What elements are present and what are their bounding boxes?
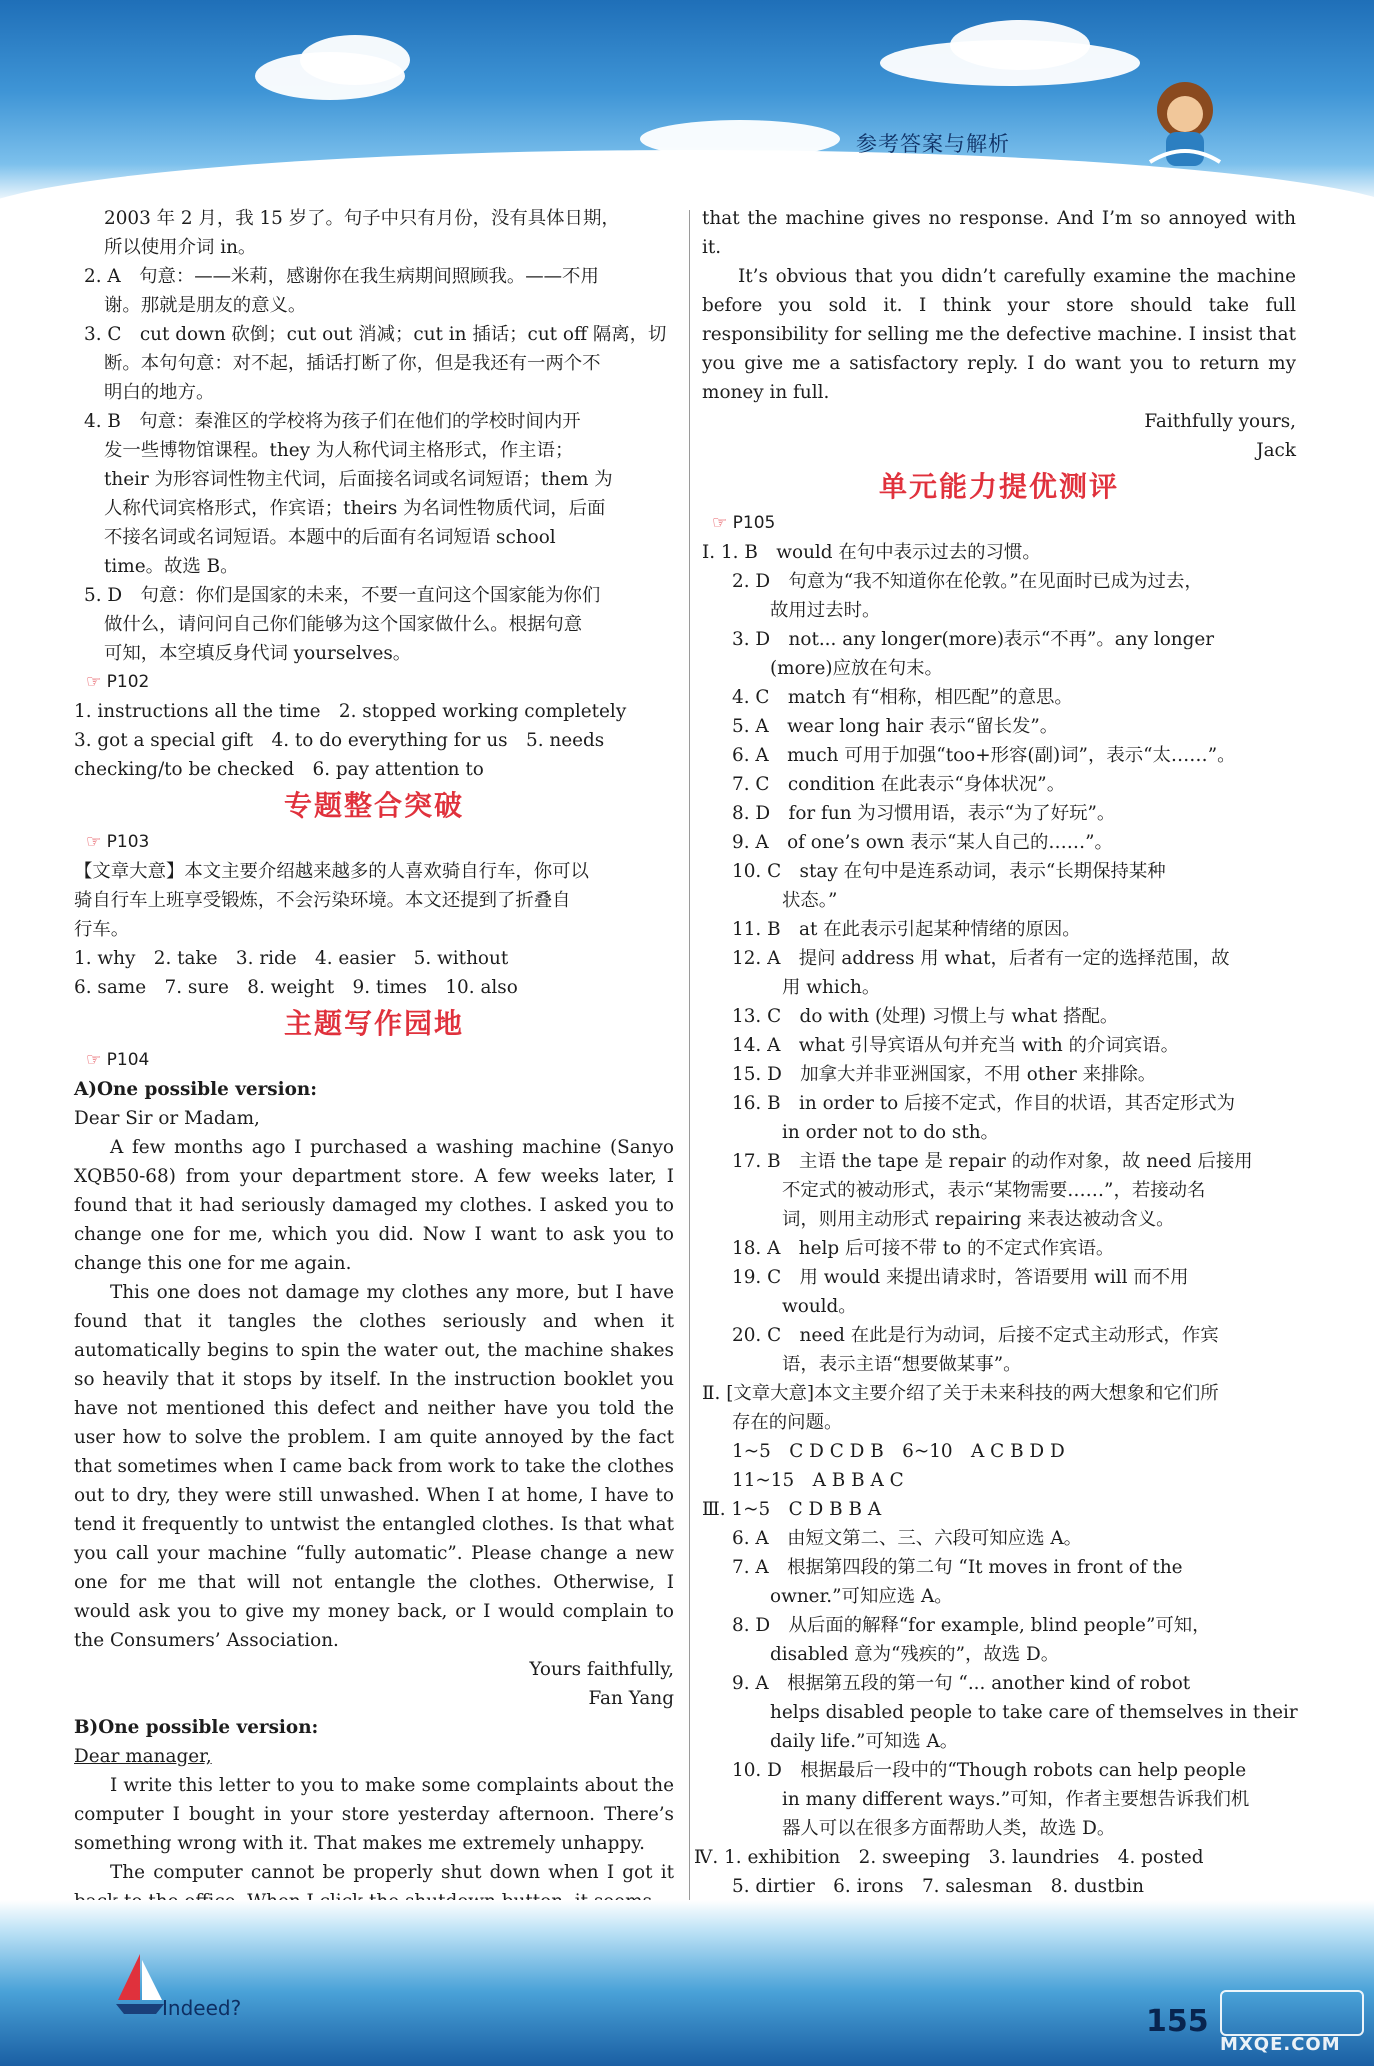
answer-line: 6. same 7. sure 8. weight 9. times 10. also (74, 977, 518, 998)
page-ref-label: P103 (106, 832, 150, 852)
watermark-box (1220, 1990, 1364, 2036)
watermark-logo (1200, 1990, 1370, 2060)
answer-line: 存在的问题。 (732, 1412, 843, 1433)
pointing-hand-icon: ☞ (86, 1050, 102, 1070)
answer-line: 18. A help 后可接不带 to 的不定式作宾语。 (732, 1238, 1115, 1259)
answer-line: checking/to be checked 6. pay attention to (74, 759, 484, 780)
letter-paragraph: The computer cannot be properly shut down when I got it (110, 1862, 674, 1883)
page-reference (74, 828, 674, 857)
answer-line: 用 which。 (782, 977, 881, 998)
version-heading: A)One possible version: (74, 1079, 318, 1100)
section-title: 单元能力提优测评 (878, 470, 1119, 503)
answer-line: 语，表示主语“想要做某事”。 (782, 1354, 1022, 1375)
answer-line: 3. C cut down 砍倒；cut out 消减；cut in 插话；cut off 隔离，切 (84, 324, 667, 345)
answer-line: 4. B 句意：秦淮区的学校将为孩子们在他们的学校时间内开 (84, 411, 581, 432)
version-heading: B)One possible version: (74, 1717, 319, 1738)
answer-line: 不定式的被动形式，表示“某物需要……”，若接动名 (782, 1180, 1206, 1201)
indeed-label: Indeed? (162, 1996, 242, 2020)
answer-line: 5. dirtier 6. irons 7. salesman 8. dustbin (732, 1876, 1144, 1897)
answer-line: 12. A 提问 address 用 what，后者有一定的选择范围，故 (732, 948, 1230, 969)
letter-greeting: Dear Sir or Madam, (74, 1108, 260, 1129)
answer-line: their 为形容词性物主代词，后面接名词或名词短语；them 为 (104, 469, 613, 490)
answer-line: 11~15 A B B A C (732, 1470, 904, 1491)
answer-line: 9. A of one’s own 表示“某人自己的……”。 (732, 832, 1113, 853)
pointing-hand-icon: ☞ (712, 513, 728, 533)
answer-line: would。 (782, 1296, 857, 1317)
answer-line: Ⅳ. 1. exhibition 2. sweeping 3. laundries 4. posted (694, 1847, 1204, 1868)
right-column (694, 204, 1298, 1901)
page-reference (702, 509, 1296, 538)
answer-line: 明白的地方。 (104, 382, 215, 403)
answer-line: in many different ways.”可知，作者主要想告诉我们机 (782, 1789, 1250, 1810)
answer-line: 3. D not... any longer(more)表示“不再”。any longer (732, 629, 1215, 650)
answer-line: 【文章大意】本文主要介绍越来越多的人喜欢骑自行车，你可以 (74, 861, 589, 882)
footer-sea-banner (0, 1900, 1374, 2066)
sailboat-icon (112, 1950, 168, 2020)
answer-line: daily life.”可知选 A。 (770, 1731, 959, 1752)
answer-line: 19. C 用 would 来提出请求时，答语要用 will 而不用 (732, 1267, 1189, 1288)
answer-line: 不接名词或名词短语。本题中的后面有名词短语 school (104, 527, 556, 548)
answer-line: Ⅱ. [文章大意]本文主要介绍了关于未来科技的两大想象和它们所 (702, 1383, 1219, 1404)
answer-line: in order not to do sth。 (782, 1122, 999, 1143)
answer-line: 7. A 根据第四段的第二句 “It moves in front of the (732, 1557, 1183, 1578)
page-reference (74, 668, 674, 697)
answer-line: 8. D 从后面的解释“for example, blind people”可知， (732, 1615, 1211, 1636)
answer-line: 14. A what 引导宾语从句并充当 with 的介词宾语。 (732, 1035, 1179, 1056)
answer-line: 2. D 句意为“我不知道你在伦敦。”在见面时已成为过去， (732, 571, 1203, 592)
page-number: 155 (1146, 2004, 1209, 2039)
answer-line: 17. B 主语 the tape 是 repair 的动作对象，故 need 后接用 (732, 1151, 1253, 1172)
letter-closing: Faithfully yours, (1144, 411, 1296, 432)
answer-line: 1. why 2. take 3. ride 4. easier 5. without (74, 948, 509, 969)
watermark-site: MXQE.COM (1220, 2034, 1341, 2055)
answer-line: 6. A 由短文第二、三、六段可知应选 A。 (732, 1528, 1083, 1549)
answer-line: 5. D 句意：你们是国家的未来，不要一直问这个国家能为你们 (84, 585, 601, 606)
answer-line: 11. B at 在此表示引起某种情绪的原因。 (732, 919, 1081, 940)
answer-line: 13. C do with (处理) 习惯上与 what 搭配。 (732, 1006, 1119, 1027)
letter-paragraph: that the machine gives no response. And I’m so annoyed with it. (702, 208, 1296, 258)
page-ref-label: P104 (106, 1050, 150, 1070)
cloud-decoration (300, 35, 410, 85)
answer-line: 4. C match 有“相称，相匹配”的意思。 (732, 687, 1073, 708)
pointing-hand-icon: ☞ (86, 832, 102, 852)
answer-line: time。故选 B。 (104, 556, 239, 577)
letter-closing: Yours faithfully, (529, 1659, 674, 1680)
answer-line: 10. C stay 在句中是连系动词，表示“长期保持某种 (732, 861, 1166, 882)
answer-line: 15. D 加拿大并非亚洲国家，不用 other 来排除。 (732, 1064, 1157, 1085)
cloud-decoration (950, 20, 1090, 70)
letter-paragraph: It’s obvious that you didn’t carefully examine the machine before you sold it. I think your store should take full responsibility for selling me the defective machine. I insist that you give me a satisfactory reply. I do want you to return my money in full. (702, 266, 1296, 403)
column-divider (689, 210, 690, 1910)
answer-line: 7. C condition 在此表示“身体状况”。 (732, 774, 1066, 795)
answer-line: 故用过去时。 (770, 600, 881, 621)
letter-greeting: Dear manager, (74, 1746, 212, 1767)
answer-line: 1~5 C D C D B 6~10 A C B D D (732, 1441, 1065, 1462)
answer-line: 断。本句句意：对不起，插话打断了你，但是我还有一两个不 (104, 353, 601, 374)
answer-line: 10. D 根据最后一段中的“Though robots can help people (732, 1760, 1247, 1781)
page-reference (74, 1046, 674, 1075)
answer-line: 20. C need 在此是行为动词，后接不定式主动形式，作宾 (732, 1325, 1219, 1346)
pointing-hand-icon: ☞ (86, 672, 102, 692)
answer-line: 3. got a special gift 4. to do everything for us 5. needs (74, 730, 605, 751)
answer-line: 6. A much 可用于加强“too+形容(副)词”，表示“太……”。 (732, 745, 1236, 766)
page-ref-label: P102 (106, 672, 150, 692)
header-title: 参考答案与解析 (856, 132, 1010, 156)
left-column (74, 204, 674, 1916)
answer-line: Ⅲ. 1~5 C D B B A (702, 1499, 882, 1520)
answer-line: 可知，本空填反身代词 yourselves。 (104, 643, 412, 664)
answer-line: 骑自行车上班享受锻炼，不会污染环境。本文还提到了折叠自 (74, 890, 571, 911)
answer-line: 1. instructions all the time 2. stopped working completely (74, 701, 627, 722)
letter-paragraph: This one does not damage my clothes any more, but I have found that it tangles the clothes seriously and when it automatically begins to spin the water out, the machine shakes so heavily that it stops by itself. In the instruction booklet you have not mentioned this defect and neither have you told the user how to solve the problem. I am quite annoyed by the fact that sometimes when I came back from work to take the clothes out to dry, they were still unwashed. When I at home, I have to tend it frequently to untwist the entangled clothes. Is that what you call your machine “fully automatic”. Please change a new one for me that will not entangle the clothes. Otherwise, I would ask you to give my money back, or I would complain to the Consumers’ Association. (74, 1282, 674, 1651)
answer-line: 人称代词宾格形式，作宾语；theirs 为名词性物质代词，后面 (104, 498, 606, 519)
answer-line: 2. A 句意：——米莉，感谢你在我生病期间照顾我。——不用 (84, 266, 599, 287)
answer-line: 行车。 (74, 919, 130, 940)
answer-line: 器人可以在很多方面帮助人类，故选 D。 (782, 1818, 1116, 1839)
mascot-girl-illustration (1130, 70, 1240, 180)
answer-line: 做什么，请问问自己你们能够为这个国家做什么。根据句意 (104, 614, 583, 635)
section-title: 主题写作园地 (283, 1007, 464, 1040)
answer-line: helps disabled people to take care of themselves in their (770, 1702, 1298, 1723)
answer-line: 16. B in order to 后接不定式，作目的状语，其否定形式为 (732, 1093, 1236, 1114)
letter-signature: Fan Yang (588, 1688, 674, 1709)
answer-line: 发一些博物馆课程。they 为人称代词主格形式，作主语； (104, 440, 574, 461)
answer-line: 所以使用介词 in。 (104, 237, 257, 258)
answer-line: 状态。” (782, 890, 838, 911)
answer-line: 谢。那就是朋友的意义。 (104, 295, 307, 316)
answer-line: 5. A wear long hair 表示“留长发”。 (732, 716, 1059, 737)
page-ref-label: P105 (732, 513, 776, 533)
answer-line: 9. A 根据第五段的第一句 “... another kind of robot (732, 1673, 1191, 1694)
answer-line: 词，则用主动形式 repairing 来表达被动含义。 (782, 1209, 1175, 1230)
section-title: 专题整合突破 (283, 789, 464, 822)
answer-line: disabled 意为“残疾的”，故选 D。 (770, 1644, 1060, 1665)
letter-paragraph: A few months ago I purchased a washing machine (Sanyo XQB50-68) from your department store. A few weeks later, I found that it had seriously damaged my clothes. I asked you to change one for me, which you did. Now I want to ask you to change this one for me again. (74, 1137, 674, 1274)
answer-line: 8. D for fun 为习惯用语，表示“为了好玩”。 (732, 803, 1116, 824)
letter-paragraph: I write this letter to you to make some complaints about the computer I bought in your store yesterday afternoon. There’s something wrong with it. That makes me extremely unhappy. (74, 1775, 674, 1854)
answer-line: owner.”可知应选 A。 (770, 1586, 953, 1607)
answer-line: Ⅰ. 1. B would 在句中表示过去的习惯。 (702, 542, 1041, 563)
answer-line: (more)应放在句末。 (770, 658, 943, 679)
letter-signature: Jack (1256, 440, 1296, 461)
answer-line: 2003 年 2 月，我 15 岁了。句子中只有月份，没有具体日期， (104, 208, 620, 229)
